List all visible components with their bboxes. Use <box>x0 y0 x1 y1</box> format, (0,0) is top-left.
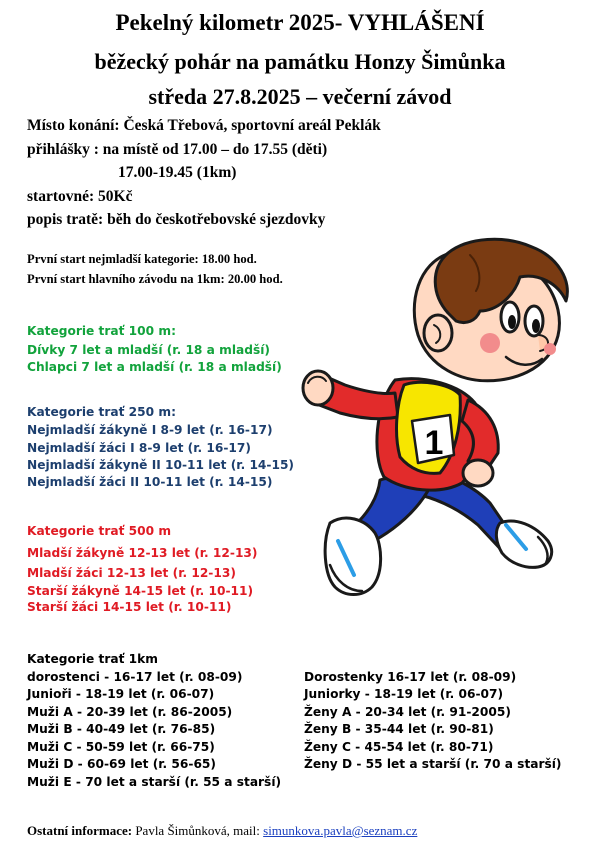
list-item: Starší žáci 14-15 let (r. 10-11) <box>27 600 232 614</box>
list-item: Ženy C - 45-54 let (r. 80-71) <box>304 740 494 754</box>
category-1km-heading: Kategorie trať 1km <box>27 652 158 666</box>
list-item: Ženy D - 55 let a starší (r. 70 a starší) <box>304 757 562 771</box>
list-item: Muži D - 60-69 let (r. 56-65) <box>27 757 216 771</box>
list-item: Muži B - 40-49 let (r. 76-85) <box>27 722 216 736</box>
email-link[interactable]: simunkova.pavla@seznam.cz <box>263 823 418 838</box>
list-item: Ženy B - 35-44 let (r. 90-81) <box>304 722 494 736</box>
list-item: Muži C - 50-59 let (r. 66-75) <box>27 740 215 754</box>
list-item: Starší žákyně 14-15 let (r. 10-11) <box>27 584 254 598</box>
category-250m-heading: Kategorie trať 250 m: <box>27 405 176 419</box>
start-main-text: První start hlavního závodu na 1km: 20.00 hod. <box>27 272 283 286</box>
footer-info <box>27 823 417 839</box>
list-item: Muži A - 20-39 let (r. 86-2005) <box>27 705 233 719</box>
list-item: Chlapci 7 let a mladší (r. 18 a mladší) <box>27 360 282 374</box>
start-youngest-text: První start nejmladší kategorie: 18.00 hod. <box>27 252 257 266</box>
list-item: dorostenci - 16-17 let (r. 08-09) <box>27 670 243 684</box>
list-item: Nejmladší žákyně I 8-9 let (r. 16-17) <box>27 423 273 437</box>
registration-time-text: 17.00-19.45 (1km) <box>118 164 237 181</box>
page-title: Pekelný kilometr 2025- VYHLÁŠENÍ <box>115 10 485 35</box>
footer-contact: Pavla Šimůnková, mail: <box>135 823 260 838</box>
list-item: Muži E - 70 let a starší (r. 55 a starší) <box>27 775 282 789</box>
list-item: Dorostenky 16-17 let (r. 08-09) <box>304 670 517 684</box>
list-item: Nejmladší žákyně II 10-11 let (r. 14-15) <box>27 458 295 472</box>
bib-number: 1 <box>424 424 444 462</box>
list-item: Juniorky - 18-19 let (r. 06-07) <box>304 687 504 701</box>
list-item: Nejmladší žáci II 10-11 let (r. 14-15) <box>27 475 273 489</box>
list-item: Ženy A - 20-34 let (r. 91-2005) <box>304 705 511 719</box>
category-100m-heading: Kategorie trať 100 m: <box>27 324 176 338</box>
list-item: Mladší žáci 12-13 let (r. 12-13) <box>27 566 236 580</box>
page-subtitle: běžecký pohár na památku Honzy Šimůnka <box>94 49 506 74</box>
fee-text: startovné: 50Kč <box>27 188 133 205</box>
footer-label: Ostatní informace: <box>27 823 133 838</box>
category-500m-heading: Kategorie trať 500 m <box>27 524 172 538</box>
event-date: středa 27.8.2025 – večerní závod <box>148 84 452 109</box>
list-item: Dívky 7 let a mladší (r. 18 a mladší) <box>27 343 270 357</box>
list-item: Nejmladší žáci I 8-9 let (r. 16-17) <box>27 441 251 455</box>
list-item: Mladší žákyně 12-13 let (r. 12-13) <box>27 546 258 560</box>
course-text: popis tratě: běh do českotřebovské sjezdovky <box>27 211 326 228</box>
registration-text: přihlášky : na místě od 17.00 – do 17.55 (děti) <box>27 141 328 158</box>
venue-text: Místo konání: Česká Třebová, sportovní areál Peklák <box>27 117 381 134</box>
list-item: Junioři - 18-19 let (r. 06-07) <box>27 687 215 701</box>
runner-illustration <box>300 225 590 625</box>
